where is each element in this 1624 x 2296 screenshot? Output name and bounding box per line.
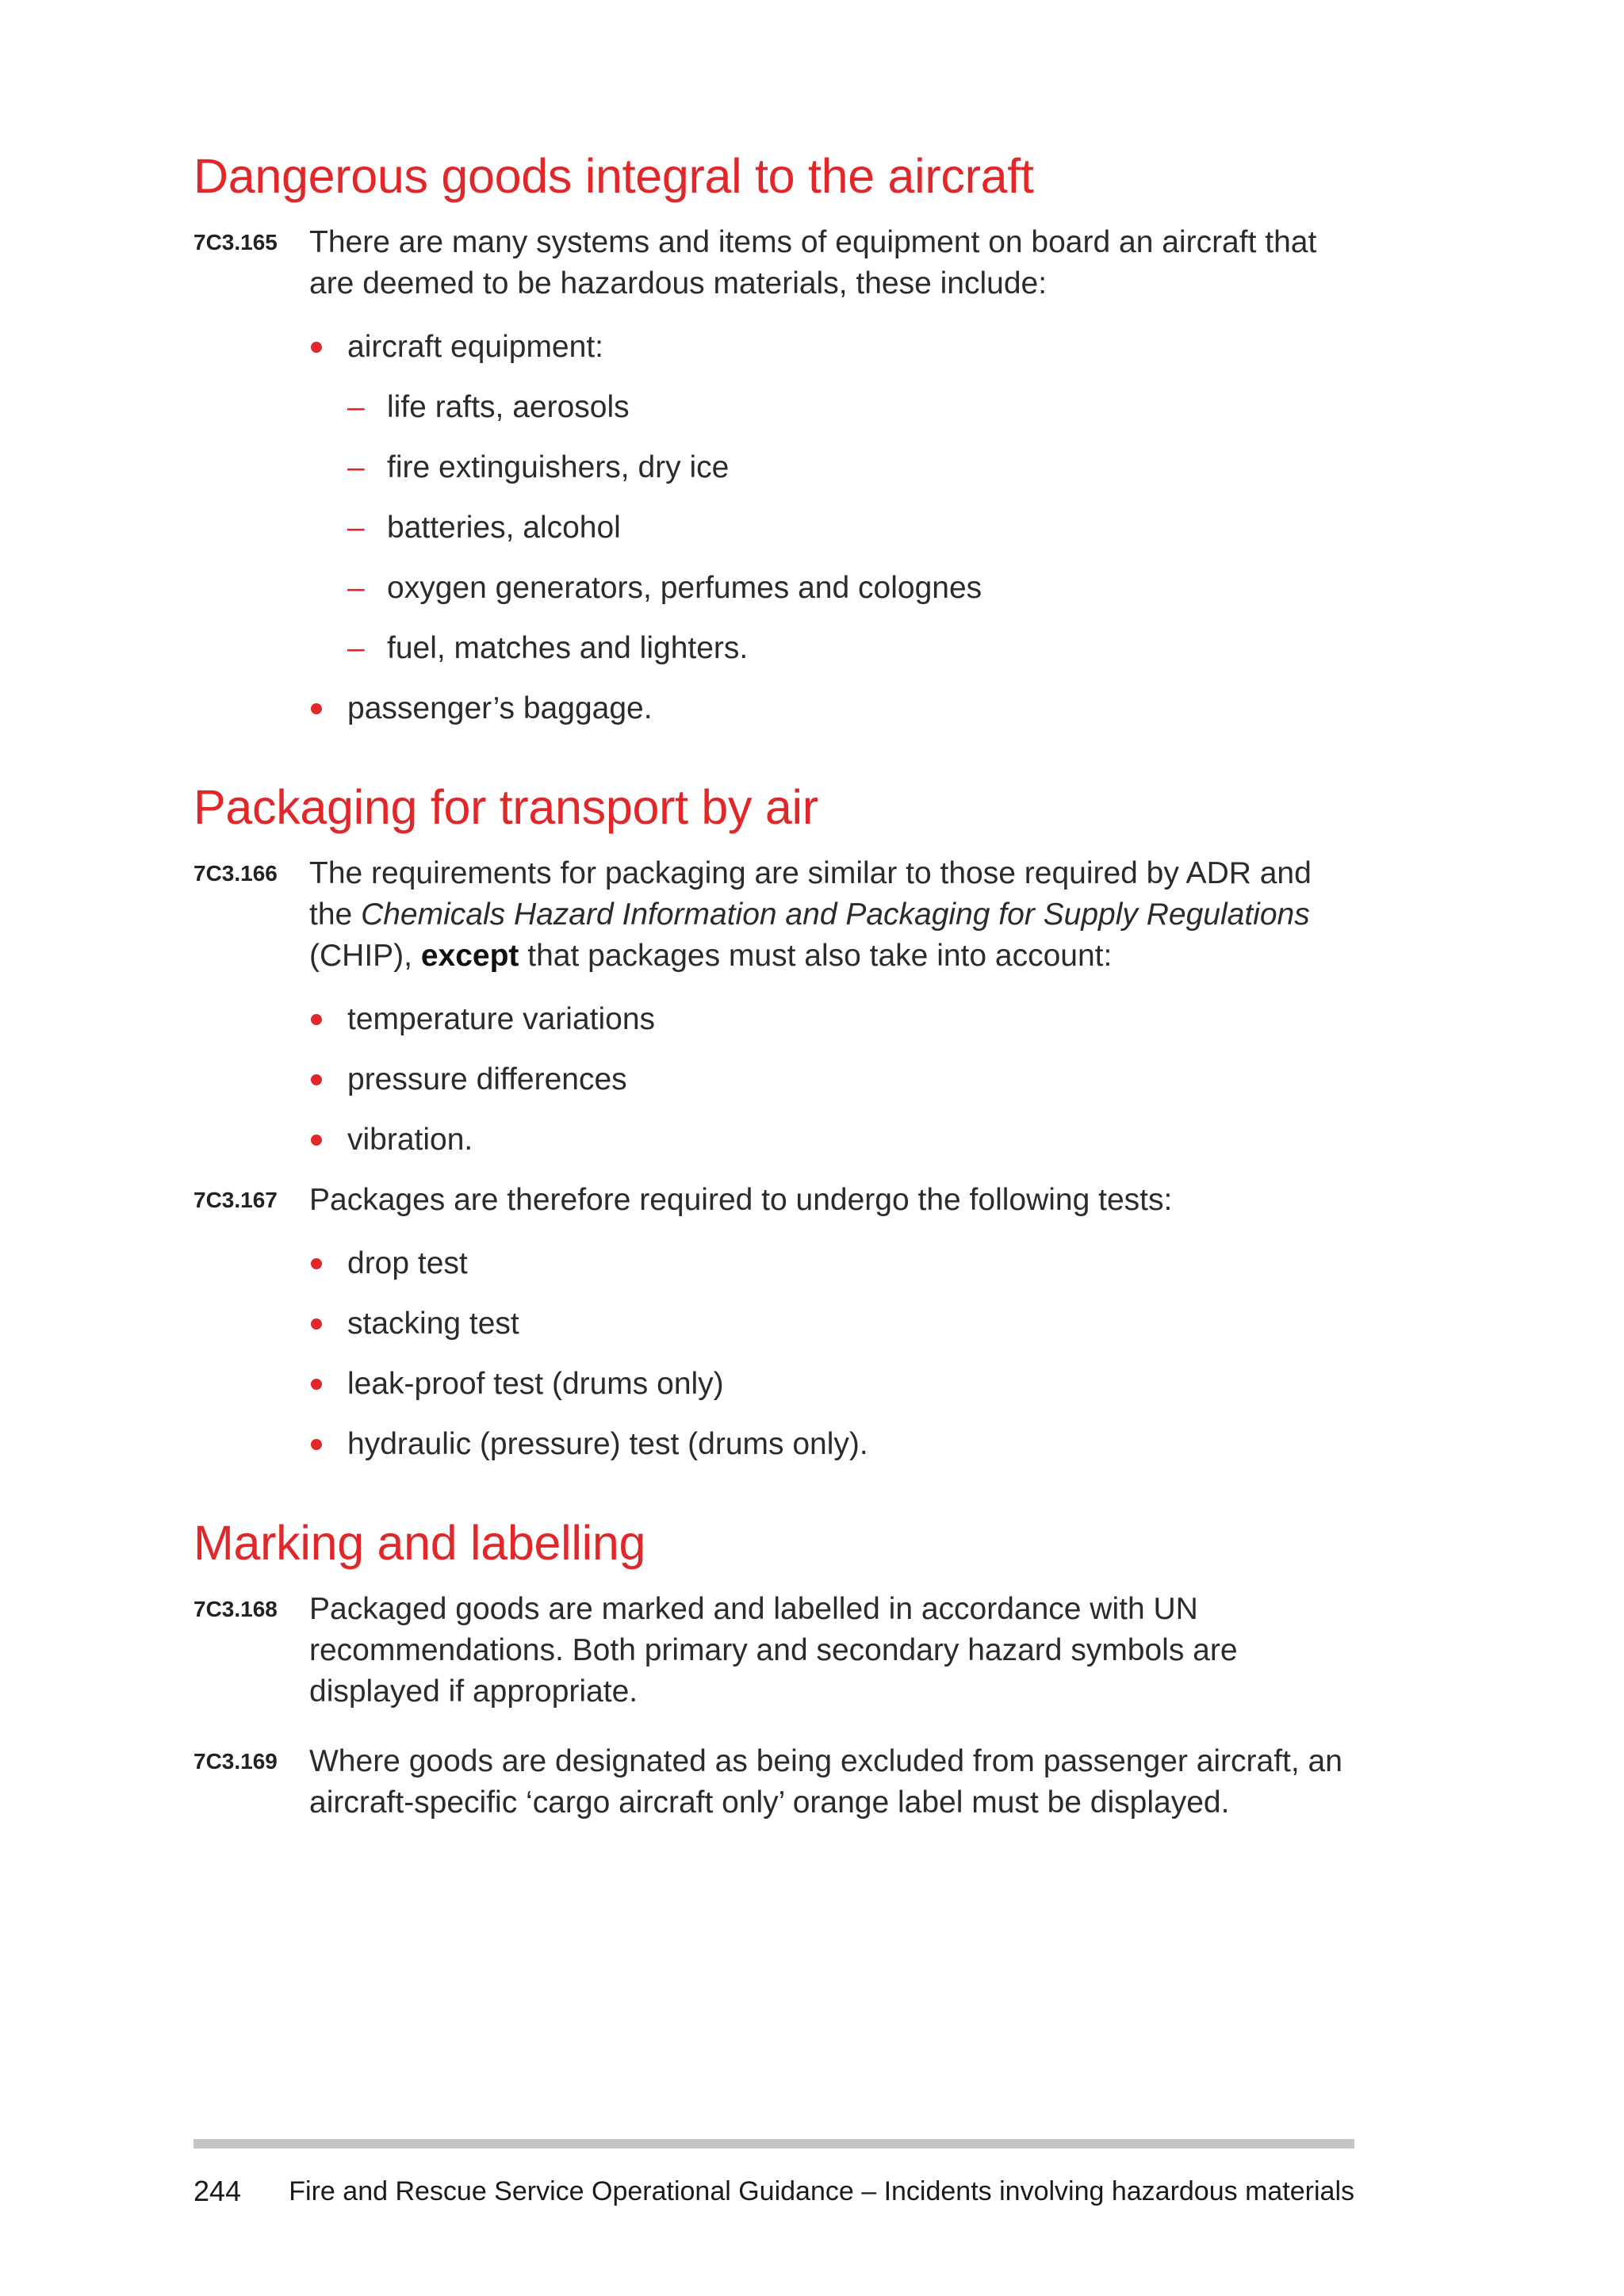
bullet-dot-icon [311, 703, 322, 714]
list-item-label: hydraulic (pressure) test (drums only). [347, 1427, 868, 1461]
paragraph-text: There are many systems and items of equipment on board an aircraft that are deemed to be hazardous materials, these include: [309, 225, 1317, 300]
bullet-dot-icon [311, 1014, 322, 1025]
paragraph-7c3-166 [193, 853, 1359, 977]
sub-list-item-label: life rafts, aerosols [387, 390, 630, 424]
paragraph-7c3-169 [193, 1741, 1359, 1823]
dash-icon: – [347, 571, 365, 605]
footer-rule [193, 2139, 1354, 2149]
sub-list-item [347, 447, 1359, 488]
bullet-list-package-tests [309, 1243, 1359, 1465]
bullet-dot-icon [311, 1379, 322, 1390]
regulation-title-italic: Chemicals Hazard Information and Packaging for Supply Regulations [361, 897, 1310, 932]
paragraph-text-part: (CHIP), [309, 939, 421, 973]
bullet-dot-icon [311, 1258, 322, 1269]
page-number: 244 [193, 2175, 242, 2207]
paragraph-number: 7C3.167 [193, 1188, 278, 1212]
list-item [309, 1364, 1359, 1405]
paragraph-text-part: The requirements for packaging are similar to those required by ADR and the [309, 856, 1312, 932]
bullet-dot-icon [311, 1318, 322, 1330]
sub-list-aircraft-equipment [347, 387, 1359, 669]
sub-list-item [347, 628, 1359, 669]
section-heading-marking-labelling: Marking and labelling [193, 1516, 646, 1570]
list-item [309, 1424, 1359, 1465]
paragraph-text: Packages are therefore required to undergo the following tests: [309, 1183, 1173, 1217]
list-item [309, 1243, 1359, 1284]
list-item [309, 688, 1359, 729]
sub-list-item [347, 568, 1359, 609]
list-item-label: drop test [347, 1246, 468, 1280]
list-item-label: pressure differences [347, 1062, 627, 1096]
list-item-label: aircraft equipment: [347, 330, 603, 364]
paragraph-7c3-167 [193, 1180, 1359, 1221]
paragraph-text-part: that packages must also take into account: [519, 939, 1113, 973]
paragraph-7c3-168 [193, 1589, 1359, 1712]
list-item-label: temperature variations [347, 1002, 656, 1036]
list-item [309, 1119, 1359, 1161]
list-item [309, 999, 1359, 1040]
page-content [193, 143, 1359, 1823]
bullet-dot-icon [311, 1135, 322, 1146]
list-item [309, 327, 1359, 669]
emphasis-bold: except [420, 939, 519, 973]
list-item-label: passenger’s baggage. [347, 691, 653, 725]
paragraph-text [309, 853, 1359, 977]
list-item [309, 1059, 1359, 1100]
dash-icon: – [347, 511, 365, 545]
paragraph-number: 7C3.168 [193, 1597, 278, 1621]
section-heading-dangerous-goods: Dangerous goods integral to the aircraft [193, 149, 1034, 203]
paragraph-number: 7C3.166 [193, 861, 278, 886]
paragraph-number: 7C3.165 [193, 230, 278, 254]
bullet-list-hazardous-items [309, 327, 1359, 729]
list-item-label: stacking test [347, 1307, 519, 1341]
dash-icon: – [347, 631, 365, 665]
paragraph-7c3-165 [193, 222, 1359, 304]
sub-list-item [347, 507, 1359, 549]
sub-list-item-label: oxygen generators, perfumes and colognes [387, 571, 982, 605]
list-item-label: leak-proof test (drums only) [347, 1367, 724, 1401]
section-heading-packaging: Packaging for transport by air [193, 780, 818, 834]
sub-list-item-label: batteries, alcohol [387, 511, 621, 545]
sub-list-item [347, 387, 1359, 428]
paragraph-text: Packaged goods are marked and labelled in accordance with UN recommendations. Both primary and secondary hazard symbols are displayed if appropriate. [309, 1592, 1238, 1709]
list-item-label: vibration. [347, 1123, 473, 1157]
bullet-list-packaging-factors [309, 999, 1359, 1161]
paragraph-text: Where goods are designated as being excluded from passenger aircraft, an aircraft-specific ‘cargo aircraft only’ orange label must be displayed. [309, 1744, 1342, 1820]
paragraph-number: 7C3.169 [193, 1749, 278, 1774]
bullet-dot-icon [311, 342, 322, 353]
sub-list-item-label: fuel, matches and lighters. [387, 631, 749, 665]
bullet-dot-icon [311, 1074, 322, 1085]
bullet-dot-icon [311, 1439, 322, 1450]
dash-icon: – [347, 390, 365, 424]
footer-title: Fire and Rescue Service Operational Guidance – Incidents involving hazardous materials [289, 2176, 1354, 2206]
dash-icon: – [347, 450, 365, 484]
sub-list-item-label: fire extinguishers, dry ice [387, 450, 730, 484]
list-item [309, 1303, 1359, 1345]
